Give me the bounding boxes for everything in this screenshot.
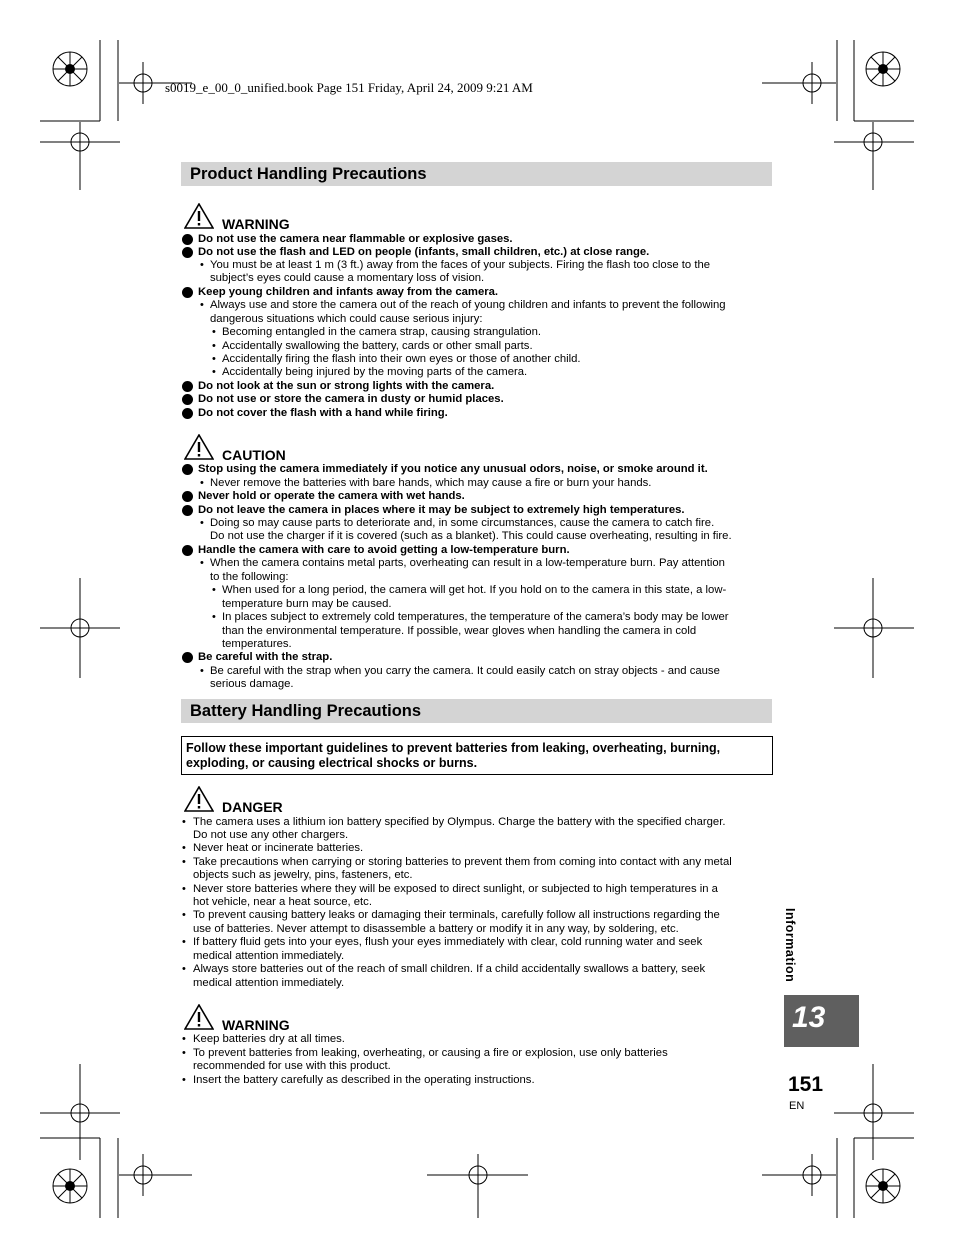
language-code: EN — [789, 1100, 805, 1112]
notice-line: Follow these important guidelines to prevent batteries from leaking, overheating, burning, — [186, 741, 721, 755]
sub-bullet: • — [200, 477, 204, 489]
bullet-icon — [182, 287, 193, 298]
caution-detail: In places subject to extremely cold temperatures, the temperature of the camera’s body may be lower — [222, 611, 729, 623]
sub-bullet: • — [212, 366, 216, 378]
danger-item: objects such as jewelry, pins, fasteners, etc. — [193, 869, 413, 881]
bullet-icon — [182, 408, 193, 419]
warning-detail: Accidentally being injured by the moving parts of the camera. — [222, 366, 528, 378]
sub-bullet: • — [200, 665, 204, 677]
bullet-icon — [182, 491, 193, 502]
warning-item: Keep young children and infants away from the camera. — [198, 286, 499, 298]
warning-detail: Accidentally firing the flash into their own eyes or those of another child. — [222, 353, 581, 365]
chapter-side-label: Information — [783, 908, 797, 983]
sub-bullet: • — [212, 584, 216, 596]
sub-bullet: • — [182, 816, 186, 828]
sub-bullet: • — [182, 1047, 186, 1059]
print-header: s0019_e_00_0_unified.book Page 151 Friday, April 24, 2009 9:21 AM — [165, 80, 533, 95]
danger-item: Never store batteries where they will be exposed to direct sunlight, or subjected to high temperatures in a — [193, 883, 718, 895]
bullet-icon — [182, 464, 193, 475]
caution-detail: temperatures. — [222, 638, 292, 650]
warning-detail: Always use and store the camera out of the reach of young children and infants to prevent the following — [210, 299, 726, 311]
danger-item: To prevent causing battery leaks or damaging their terminals, carefully follow all instructions regarding the — [193, 909, 720, 921]
danger-item: Always store batteries out of the reach of small children. If a child accidentally swallows a battery, seek — [193, 963, 706, 975]
sub-bullet: • — [212, 353, 216, 365]
warning-triangle-icon — [184, 1004, 214, 1030]
danger-item: The camera uses a lithium ion battery specified by Olympus. Charge the battery with the specified charger. — [193, 816, 726, 828]
caution-detail: to the following: — [210, 571, 289, 583]
danger-item: use of batteries. Never attempt to disassemble a battery or modify it in any way, by soldering, etc. — [193, 923, 679, 935]
caution-detail: than the environmental temperature. If possible, wear gloves when handling the camera in cold — [222, 625, 697, 637]
danger-item: Take precautions when carrying or storing batteries to prevent them from coming into contact with any metal — [193, 856, 732, 868]
caution-detail: serious damage. — [210, 678, 294, 690]
warning-detail: subject’s eyes could cause a momentary loss of vision. — [210, 272, 485, 284]
sub-bullet: • — [182, 1033, 186, 1045]
bullet-icon — [182, 247, 193, 258]
battery-warning-item: Keep batteries dry at all times. — [193, 1033, 345, 1045]
warning-item: Do not look at the sun or strong lights with the camera. — [198, 380, 495, 392]
sub-bullet: • — [200, 299, 204, 311]
warning-item: Do not use the camera near flammable or explosive gases. — [198, 233, 513, 245]
danger-item: Do not use any other chargers. — [193, 829, 349, 841]
battery-warning-item: Insert the battery carefully as described in the operating instructions. — [193, 1074, 535, 1086]
sub-bullet: • — [182, 909, 186, 921]
warning-item: Do not use the flash and LED on people (infants, small children, etc.) at close range. — [198, 246, 650, 258]
chapter-tab — [784, 995, 859, 1047]
sub-bullet: • — [182, 842, 186, 854]
danger-item: If battery fluid gets into your eyes, flush your eyes immediately with clear, cold running water and seek — [193, 936, 703, 948]
caution-detail: Do not use the charger if it is covered (such as a blanket). This could cause overheating, resulting in fire. — [210, 530, 732, 542]
sub-bullet: • — [212, 340, 216, 352]
warning-detail: You must be at least 1 m (3 ft.) away from the faces of your subjects. Firing the flash too close to the — [210, 259, 711, 271]
sub-bullet: • — [200, 517, 204, 529]
bullet-icon — [182, 381, 193, 392]
bullet-icon — [182, 394, 193, 405]
chapter-number: 13 — [792, 1001, 826, 1034]
caution-item: Handle the camera with care to avoid getting a low-temperature burn. — [198, 544, 570, 556]
caution-item: Be careful with the strap. — [198, 651, 333, 663]
bullet-icon — [182, 505, 193, 516]
sub-bullet: • — [200, 259, 204, 271]
warning-detail: Becoming entangled in the camera strap, causing strangulation. — [222, 326, 542, 338]
warning-item: Do not cover the flash with a hand while firing. — [198, 407, 448, 419]
warning-triangle-icon — [184, 434, 214, 460]
caution-detail: Doing so may cause parts to deteriorate and, in some circumstances, cause the camera to catch fire. — [210, 517, 715, 529]
warning-triangle-icon — [184, 203, 214, 229]
page-number: 151 — [788, 1073, 824, 1096]
section-title: Product Handling Precautions — [190, 165, 427, 183]
battery-notice-box — [181, 736, 773, 775]
caution-detail: When used for a long period, the camera will get hot. If you hold on to the camera in this state, a low- — [222, 584, 727, 596]
caution-detail: Be careful with the strap when you carry the camera. It could easily catch on stray objects - and cause — [210, 665, 720, 677]
battery-warning-item: To prevent batteries from leaking, overheating, or causing a fire or explosion, use only batteries — [193, 1047, 668, 1059]
sub-bullet: • — [182, 936, 186, 948]
sub-bullet: • — [212, 326, 216, 338]
caution-item: Stop using the camera immediately if you notice any unusual odors, noise, or smoke around it. — [198, 463, 708, 475]
caution-detail: Never remove the batteries with bare hands, which may cause a fire or burn your hands. — [210, 477, 652, 489]
bullet-icon — [182, 545, 193, 556]
caution-detail: When the camera contains metal parts, overheating can result in a low-temperature burn. Pay attention — [210, 557, 725, 569]
danger-item: medical attention immediately. — [193, 977, 345, 989]
section-header-battery — [181, 699, 772, 723]
warning-triangle-icon — [184, 786, 214, 812]
sub-bullet: • — [182, 856, 186, 868]
caution-detail: temperature burn may be caused. — [222, 598, 392, 610]
sub-bullet: • — [182, 1074, 186, 1086]
notice-line: exploding, or causing electrical shocks or burns. — [186, 756, 478, 770]
bullet-icon — [182, 652, 193, 663]
sub-bullet: • — [182, 963, 186, 975]
sub-bullet: • — [212, 611, 216, 623]
danger-item: medical attention immediately. — [193, 950, 345, 962]
sub-bullet: • — [182, 883, 186, 895]
warning-detail: Accidentally swallowing the battery, cards or other small parts. — [222, 340, 533, 352]
battery-warning-item: recommended for use with this product. — [193, 1060, 391, 1072]
warning-item: Do not use or store the camera in dusty or humid places. — [198, 393, 504, 405]
warning-detail: dangerous situations which could cause serious injury: — [210, 313, 483, 325]
bullet-icon — [182, 234, 193, 245]
section-header-product — [181, 162, 772, 186]
section-title: Battery Handling Precautions — [190, 702, 422, 720]
danger-item: Never heat or incinerate batteries. — [193, 842, 364, 854]
caution-item: Never hold or operate the camera with wet hands. — [198, 490, 465, 502]
danger-item: hot vehicle, near a heat source, etc. — [193, 896, 372, 908]
caution-item: Do not leave the camera in places where it may be subject to extremely high temperatures. — [198, 504, 685, 516]
sub-bullet: • — [200, 557, 204, 569]
